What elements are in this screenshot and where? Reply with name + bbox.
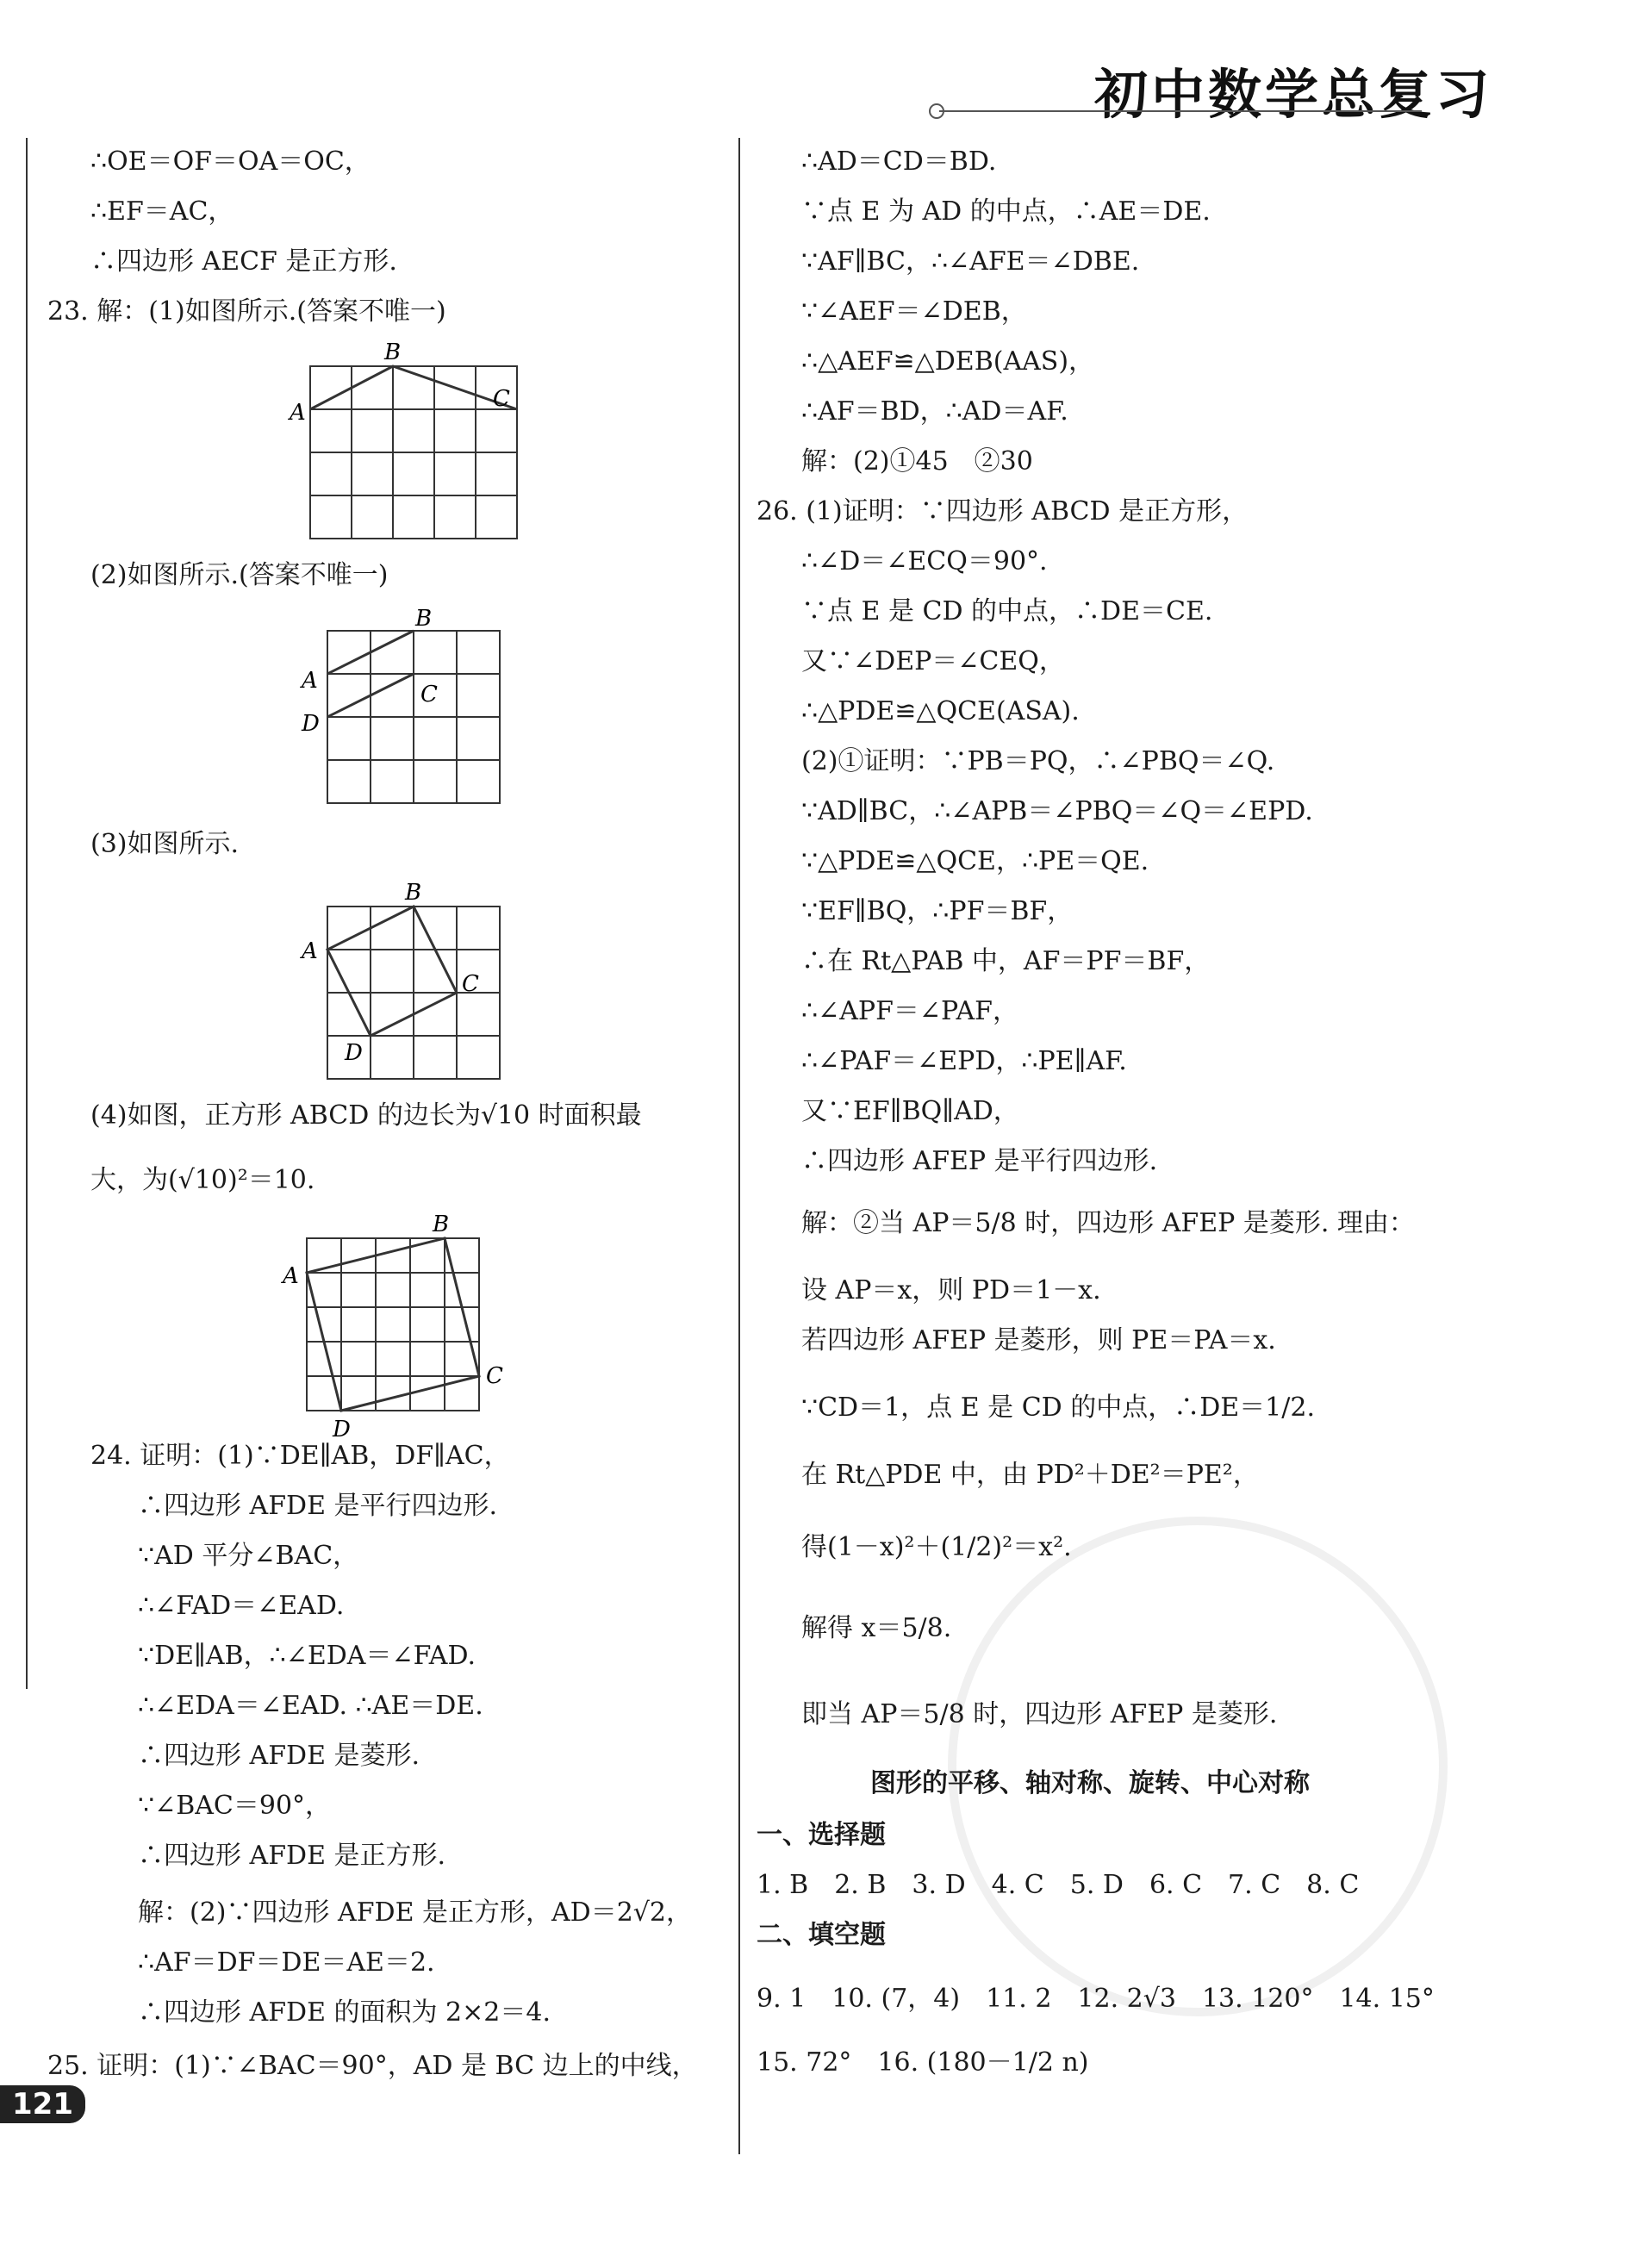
text-line: (2)①证明：∵PB＝PQ，∴∠PBQ＝∠Q. xyxy=(801,746,1275,776)
text-line: 23. 解：(1)如图所示.(答案不唯一) xyxy=(47,296,446,327)
label-a: A xyxy=(283,1263,299,1289)
text-line: (3)如图所示. xyxy=(90,829,240,859)
text-line: ∵△PDE≌△QCE，∴PE＝QE. xyxy=(801,846,1149,876)
text-line: (4)如图，正方形 ABCD 的边长为√10 时面积最 xyxy=(90,1100,642,1131)
text-line: ∵AD 平分∠BAC， xyxy=(138,1541,359,1571)
text-line: 即当 AP＝5/8 时，四边形 AFEP 是菱形. xyxy=(801,1699,1278,1729)
text-line: ∴四边形 AFDE 是正方形. xyxy=(138,1841,446,1871)
text-line: ∴AF＝BD，∴AD＝AF. xyxy=(801,396,1068,427)
label-b: B xyxy=(405,880,422,906)
text-line: 解：(2)∵四边形 AFDE 是正方形，AD＝2√2， xyxy=(138,1897,693,1928)
label-c: C xyxy=(486,1363,503,1389)
text-line: ∴OE＝OF＝OA＝OC， xyxy=(90,146,371,177)
text-line: ∴AF＝DF＝DE＝AE＝2. xyxy=(138,1947,435,1978)
text-line: 得(1－x)²＋(1/2)²＝x². xyxy=(801,1532,1072,1562)
text-line: ∴四边形 AECF 是正方形. xyxy=(90,246,397,277)
text-line: 解得 x＝5/8. xyxy=(801,1613,952,1643)
text-line: ∴AD＝CD＝BD. xyxy=(801,146,997,177)
text-line: ∵AD∥BC，∴∠APB＝∠PBQ＝∠Q＝∠EPD. xyxy=(801,796,1313,826)
text-line: ∴EF＝AC， xyxy=(90,196,234,227)
figure-1 xyxy=(284,340,543,547)
label-b: B xyxy=(384,340,402,365)
label-a: A xyxy=(302,938,318,964)
text-line: ∴四边形 AFDE 是平行四边形. xyxy=(138,1491,498,1521)
section-heading: 一、选择题 xyxy=(757,1820,886,1850)
text-line: 在 Rt△PDE 中，由 PD²＋DE²＝PE²， xyxy=(801,1460,1259,1490)
label-d: D xyxy=(345,1040,363,1066)
text-line: 又∵∠DEP＝∠CEQ， xyxy=(801,646,1065,676)
text-line: 大，为(√10)²＝10. xyxy=(90,1165,315,1195)
label-c: C xyxy=(493,386,510,412)
text-line: 设 AP＝x，则 PD＝1－x. xyxy=(801,1275,1101,1305)
section-title: 图形的平移、轴对称、旋转、中心对称 xyxy=(870,1768,1310,1798)
text-line: 24. 证明：(1)∵DE∥AB，DF∥AC， xyxy=(90,1441,510,1471)
text-line: ∴四边形 AFEP 是平行四边形. xyxy=(801,1146,1158,1176)
text-line: (2)如图所示.(答案不唯一) xyxy=(90,560,389,590)
figure-4 xyxy=(276,1211,534,1452)
text-line: ∴∠FAD＝∠EAD. xyxy=(138,1591,345,1621)
section-heading: 二、填空题 xyxy=(757,1920,886,1950)
label-b: B xyxy=(415,606,433,632)
figure-3 xyxy=(293,872,526,1096)
text-line: ∵∠AEF＝∠DEB， xyxy=(801,296,1027,327)
text-line: 26. (1)证明：∵四边形 ABCD 是正方形， xyxy=(757,496,1249,526)
column-rule xyxy=(738,138,740,2154)
text-line: ∵EF∥BQ，∴PF＝BF， xyxy=(801,896,1074,926)
text-line: ∵∠BAC＝90°， xyxy=(138,1791,332,1821)
label-d: D xyxy=(333,1417,351,1442)
text-line: ∵点 E 为 AD 的中点，∴AE＝DE. xyxy=(801,196,1211,227)
header-line xyxy=(939,110,1422,112)
text-line: ∴∠D＝∠ECQ＝90°. xyxy=(801,546,1048,576)
text-line: ∴△PDE≌△QCE(ASA). xyxy=(801,696,1080,726)
label-a: A xyxy=(290,400,306,426)
text-line: ∴∠PAF＝∠EPD，∴PE∥AF. xyxy=(801,1046,1127,1076)
text-line: ∵DE∥AB，∴∠EDA＝∠FAD. xyxy=(138,1641,476,1671)
label-b: B xyxy=(433,1212,450,1237)
text-line: 解：②当 AP＝5/8 时，四边形 AFEP 是菱形. 理由： xyxy=(801,1208,1415,1238)
page-number: 121 xyxy=(0,2085,85,2123)
label-a: A xyxy=(302,668,318,694)
text-line: ∴四边形 AFDE 是菱形. xyxy=(138,1741,420,1771)
text-line: ∵点 E 是 CD 的中点，∴DE＝CE. xyxy=(801,596,1213,626)
text-line: ∴在 Rt△PAB 中，AF＝PF＝BF， xyxy=(801,946,1211,976)
text-line: ∴∠APF＝∠PAF， xyxy=(801,996,1018,1026)
text-line: 解：(2)①45 ②30 xyxy=(801,446,1033,477)
figure-2 xyxy=(293,605,517,812)
header-title: 初中数学总复习 xyxy=(1094,63,1493,126)
text-line: ∴四边形 AFDE 的面积为 2×2＝4. xyxy=(138,1997,551,2028)
text-line: 又∵EF∥BQ∥AD， xyxy=(801,1096,1019,1126)
text-line: ∴△AEF≌△DEB(AAS)， xyxy=(801,346,1095,377)
text-line: 若四边形 AFEP 是菱形，则 PE＝PA＝x. xyxy=(801,1325,1276,1355)
text-line: ∵AF∥BC，∴∠AFE＝∠DBE. xyxy=(801,246,1140,277)
text-line: ∵CD＝1，点 E 是 CD 的中点，∴DE＝1/2. xyxy=(801,1393,1316,1423)
text-line: ∴∠EDA＝∠EAD. ∴AE＝DE. xyxy=(138,1691,483,1721)
label-c: C xyxy=(420,682,438,707)
left-rule xyxy=(26,138,28,1689)
label-c: C xyxy=(462,971,479,997)
text-line: 25. 证明：(1)∵∠BAC＝90°，AD 是 BC 边上的中线， xyxy=(47,2051,698,2081)
text-line: 9. 1 10. (7，4) 11. 2 12. 2√3 13. 120° 14. 15° xyxy=(757,1984,1435,2014)
label-d: D xyxy=(302,711,320,737)
text-line: 1. B 2. B 3. D 4. C 5. D 6. C 7. C 8. C xyxy=(757,1870,1360,1900)
text-line: 15. 72° 16. (180－1/2 n) xyxy=(757,2047,1089,2078)
